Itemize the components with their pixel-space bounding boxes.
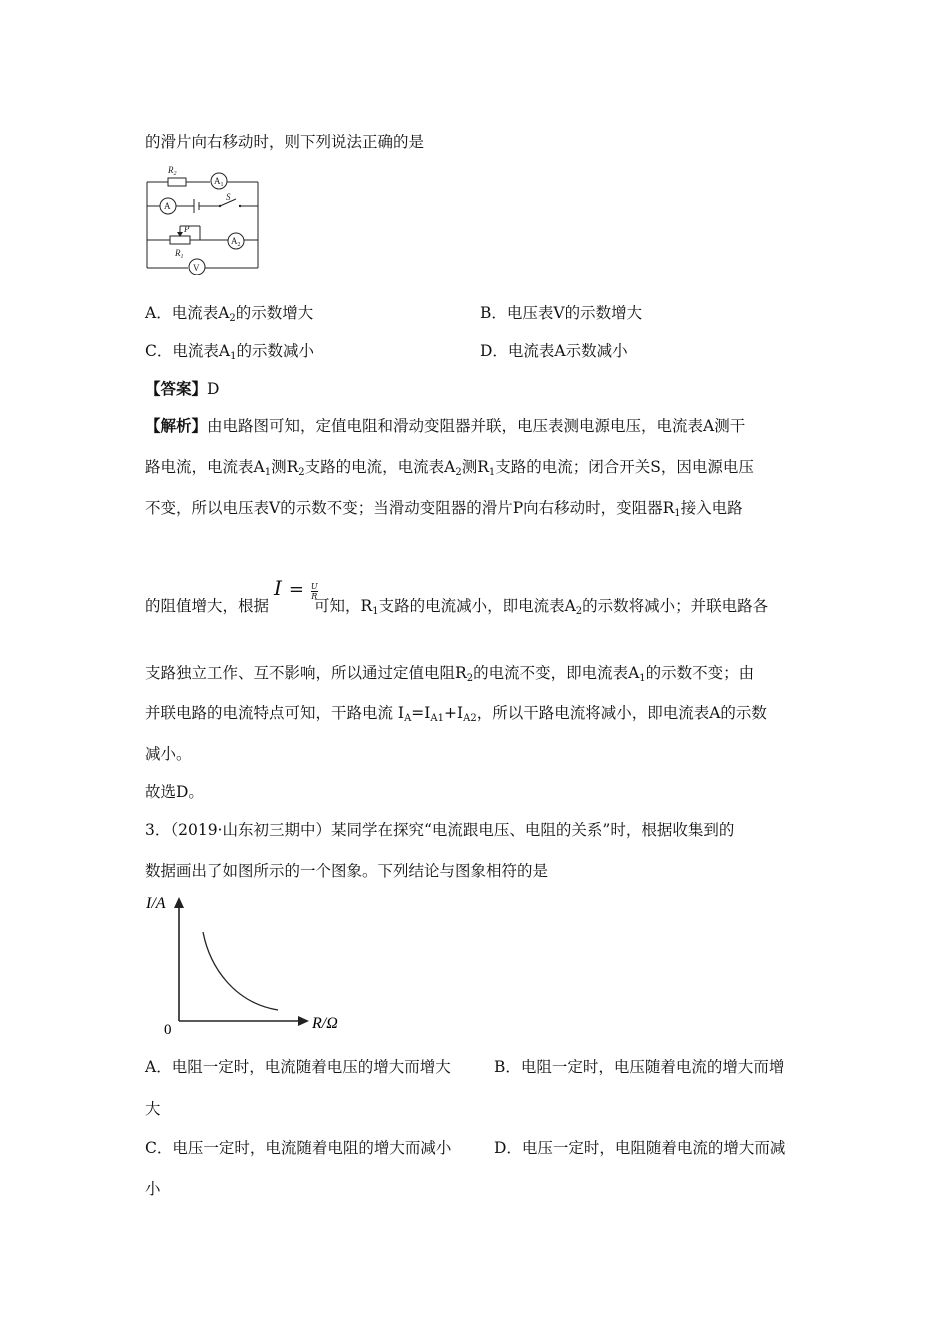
label-p: P [184, 224, 190, 234]
circuit-diagram [140, 160, 265, 275]
label-a1: A [214, 176, 221, 186]
q3-option-b: B．电阻一定时，电压随着电流的增大而增 [494, 1058, 785, 1076]
q3-line-1: 3．（2019·山东初三期中）某同学在探究“电流跟电压、电阻的关系”时，根据收集到的 [145, 821, 735, 839]
inverse-curve [203, 932, 278, 1010]
q3-option-b-continued: 大 [145, 1100, 161, 1118]
answer-value: D [207, 380, 220, 398]
analysis-line-5: 支路独立工作、互不影响，所以通过定值电阻$R_2$的电流不变，即电流表$A_1$的示数不变；由 [145, 664, 755, 684]
origin-label: 0 [164, 1022, 172, 1038]
x-axis-arrow [298, 1016, 309, 1026]
y-axis-arrow [174, 897, 184, 908]
analysis-line-3: 不变，所以电压表V的示数不变；当滑动变阻器的滑片P向右移动时，变阻器$R_1$接入电路 [145, 499, 743, 519]
formula-ohms-law: I = $\frac{U}{R}$ [274, 576, 318, 601]
answer [145, 377, 219, 399]
q3-option-c: C．电压一定时，电流随着电阻的增大而减小 [145, 1139, 452, 1157]
svg-text:A1: $A_1$ [214, 176, 224, 188]
analysis-line-2: 路电流，电流表$A_1$测$R_2$支路的电流，电流表$A_2$测$R_1$支路的电流；闭合开关S，因电源电压 [145, 458, 754, 478]
i-r-graph [140, 888, 360, 1038]
svg-text:A2: $A_2$ [231, 236, 241, 248]
q3-option-d-continued: 小 [145, 1180, 161, 1198]
conclusion: 故选D。 [145, 783, 204, 801]
q3-option-d: D．电压一定时，电阻随着电流的增大而减 [494, 1139, 786, 1157]
answer-label: 【答案】 [145, 379, 208, 398]
svg-text:R2: $R_2$ [168, 165, 177, 177]
rheostat-r1 [170, 236, 190, 244]
q3-option-a: A．电阻一定时，电流随着电压的增大而增大 [145, 1058, 451, 1076]
option-a: A．电流表$A_2$的示数增大 [145, 304, 314, 324]
label-v: V [193, 263, 200, 273]
y-axis-label: I/A [146, 895, 166, 912]
analysis-line-4: 的阻值增大，根据 可知，$R_1$支路的电流减小，即电流表$A_2$的示数将减小；并联电路各 [145, 597, 769, 617]
x-axis-label: R/Ω [312, 1015, 338, 1032]
label-a: A [164, 201, 171, 211]
analysis-line-6: 并联电路的电流特点可知，干路电流 $I_A=I_{A1}+I_{A2}$，所以干路电流将减小，即电流表A的示数 [145, 704, 767, 724]
resistor-r2 [168, 178, 186, 186]
analysis-line-7: 减小。 [145, 745, 192, 763]
q3-line-2: 数据画出了如图所示的一个图象。下列结论与图象相符的是 [145, 862, 549, 880]
analysis-line-1: 【解析】由电路图可知，定值电阻和滑动变阻器并联，电压表测电源电压，电流表A测干 [145, 416, 746, 435]
question-stem-tail: 的滑片向右移动时，则下列说法正确的是 [145, 133, 425, 151]
analysis-label: 【解析】 [145, 416, 208, 435]
label-s: S [226, 192, 231, 202]
option-b: B．电压表V的示数增大 [480, 304, 643, 322]
option-d: D．电流表A示数减小 [480, 342, 628, 360]
label-a2: A [231, 236, 238, 246]
svg-text:R1: $R_1$ [175, 248, 184, 260]
label-r1: R [175, 248, 181, 258]
label-r2: R [168, 165, 174, 175]
option-c: C．电流表$A_1$的示数减小 [145, 342, 314, 362]
